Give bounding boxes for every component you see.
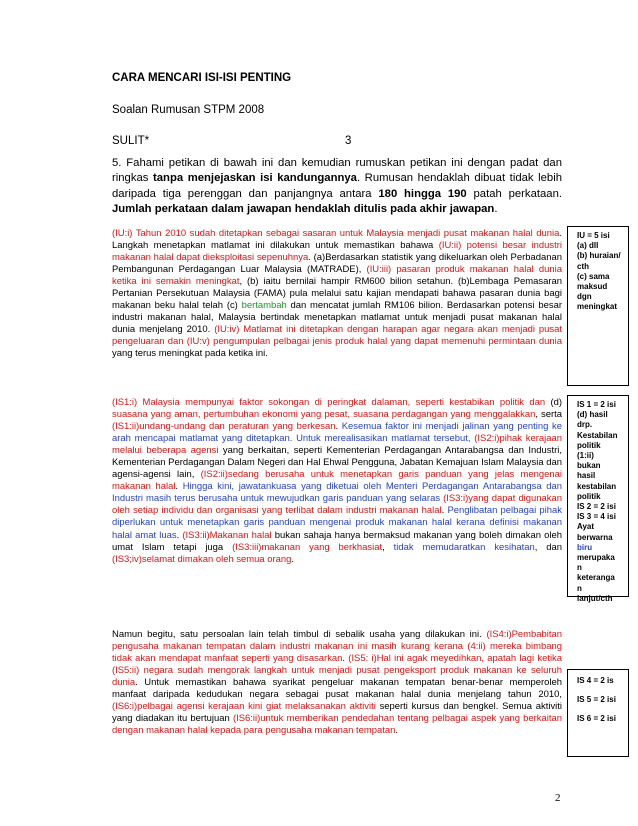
- text-segment: (IS3:ii)Makanan halal: [182, 529, 272, 541]
- annotation-box-is4-is6: [567, 669, 629, 757]
- text-segment: (IS3;iv)selamat dimakan oleh semua orang: [112, 553, 292, 565]
- annotation-line: meningkat: [577, 302, 618, 312]
- annotation-line: IS 1 = 2 isi: [577, 400, 616, 409]
- text-segment: (IS6:ii)untuk memberikan pendedahan tentang pelbagai aspek yang berkaitan dengan makanan halal kepada para pengusaha makanan tempatan: [112, 713, 562, 737]
- annotation-line: n: [577, 583, 582, 593]
- annotation-box-is1-is3: [567, 395, 629, 603]
- text-segment: , dan: [534, 541, 562, 553]
- annotation-line: bukan: [577, 461, 601, 471]
- annotation-line: IU = 5 isi: [577, 231, 610, 240]
- text-segment: (IU:iv) Matlamat ini ditetapkan dengan harapan agar negara akan menjadi pusat pengeluaran dan (IU:v) pengumpulan pelbagai jenis produk halal yang dapat memenuhi permintaan dunia: [112, 324, 562, 348]
- text-segment: bertambah: [241, 300, 287, 312]
- text-segment: Penglibatan pelbagai pihak diperlukan untuk menetapkan garis panduan mengenai produk makanan halal kerana definisi makanan halal amat luas: [112, 505, 562, 541]
- text-segment: (IS1:ii)undang-undang dan peraturan yang berkesan: [112, 421, 336, 433]
- text-segment: (IU:ii) potensi besar industri makanan halal dapat dieksploitasi sepenuhnya: [112, 240, 562, 264]
- text-segment: seperti kursus dan bengkel. Semua aktiviti yang diadakan itu bertujuan: [112, 701, 562, 725]
- annotation-line: politik: [577, 491, 601, 501]
- text-segment: dan mencatat jumlah RM106 bilion. Berdasarkan potensi besar industri makanan halal, Malaysia bertindak menetapkan matlamat untuk menjadi pusat makanan halal dunia menjelang 2010.: [112, 300, 562, 336]
- annotation-line: IS 2 = 2 isi: [577, 502, 616, 512]
- top-page-number: 3: [345, 135, 352, 147]
- annotation-line: (b) huraian/: [577, 251, 621, 261]
- annotation-box-iu: [567, 226, 629, 386]
- text-segment: (IS1:i) Malaysia mempunyai faktor sokongan di peringkat dalaman, seperti kestabikan politik dan: [112, 397, 546, 408]
- annotation-line: merupaka: [577, 553, 615, 563]
- passage-paragraph-2: [112, 397, 562, 566]
- text-segment: . Langkah menetapkan matlamat ini dilakukan untuk memastikan bahawa: [112, 228, 562, 252]
- annotation-line: keteranga: [577, 573, 615, 583]
- text-segment: .: [395, 725, 398, 737]
- annotation-line: politik: [577, 440, 601, 450]
- text-segment: (IU:i) Tahun 2010 sudah ditetapkan sebagai sasaran untuk Malaysia menjadi pusat makanan halal dunia: [112, 228, 560, 239]
- text-segment: Hingga kini, jawatankuasa yang diketuai oleh Menteri Perdagangan Antarabangsa dan Industri masih terus berusaha untuk mewujudkan garis panduan yang selaras: [112, 481, 562, 505]
- annotation-line: Kestabilan: [577, 430, 618, 440]
- text-segment: .: [291, 553, 295, 565]
- annotation-line: biru: [577, 542, 593, 552]
- text-segment: (IS6:i)pelbagai agensi kerajaan kini giat melaksanakan aktiviti: [112, 701, 376, 713]
- page-title: CARA MENCARI ISI-ISI PENTING: [112, 72, 292, 84]
- annotation-line: kestabilan: [577, 481, 617, 491]
- text-segment: , (b) iaitu bernilai hampir RM600 bilion setahun. (b)Lembaga Pemasaran Pertanian Persekutuan Malaysia (FAMA) pula melalui satu kajian mendapati bahawa pasaran dunia bagi makanan beku halal telah (c): [112, 276, 562, 312]
- annotation-line: IS 6 = 2 isi: [577, 714, 616, 724]
- annotation-line: Ayat: [577, 522, 595, 532]
- text-segment: (IS3:i)yang dapat digunakan oleh setiap individu dan organisasi yang terlibat dalam industri makanan halal: [112, 493, 562, 517]
- annotation-line: IS 3 = 4 isi: [577, 512, 616, 522]
- annotation-line: lanjut/cth: [577, 593, 613, 603]
- page-number: 2: [555, 792, 561, 804]
- q-text-7: .: [494, 203, 498, 216]
- text-segment: .: [176, 529, 183, 541]
- annotation-line: hasil: [577, 471, 596, 481]
- text-segment: (IS2:ii)sedang berusaha untuk menetapkan garis panduan yang jelas mengenai makanan halal: [112, 469, 562, 493]
- q-text-2: tanpa menjejaskan isi kandungannya: [153, 172, 357, 185]
- text-segment: .: [441, 505, 448, 517]
- annotation-line: (d) hasil: [577, 410, 608, 420]
- text-segment: (IS4:i)Pembabitan pengusaha makanan tempatan dalam industri makanan ini masih kurang kerana (4:ii) mereka bimbang tidak akan mendapat manfaat seperti yang disasarkan: [112, 629, 562, 665]
- text-segment: yang terus meningkat pada ketika ini.: [112, 348, 268, 360]
- annotation-line: (1:ii): [577, 451, 594, 461]
- subtitle: Soalan Rumusan STPM 2008: [112, 104, 265, 116]
- text-segment: .: [175, 481, 183, 493]
- annotation-line: dgn: [577, 292, 592, 302]
- q-text-3: . Rumusan hendaklah dibuat tidak lebih daripada tiga perenggan dan panjangnya antara: [112, 172, 562, 200]
- question-instruction: [112, 156, 562, 218]
- annotation-line: maksud: [577, 282, 608, 292]
- q-text-1: 5. Fahami petikan di bawah ini dan kemudian rumuskan petikan ini dengan padat dan ringkas: [112, 157, 562, 185]
- q-text-4: 180 hingga 190: [378, 187, 467, 200]
- annotation-line: IS 5 = 2 isi: [577, 695, 616, 705]
- text-segment: , serta: [535, 409, 562, 421]
- text-segment: bukan sahaja hanya bermaksud makanan yang boleh dimakan oleh umat Islam tetapi juga: [112, 529, 563, 553]
- text-segment: ,: [382, 541, 394, 553]
- annotation-line: drp.: [577, 420, 593, 430]
- text-segment: suasana yang aman, pertumbuhan ekonomi yang pesat, suasana perdagangan yang menggalakkan: [112, 409, 536, 421]
- text-segment: tidak memudaratkan kesihatan: [393, 541, 535, 553]
- text-segment: .: [342, 653, 349, 665]
- text-segment: (IS3:iii)makanan yang berkhasiat: [232, 541, 383, 553]
- annotation-line: IS 4 = 2 is: [577, 676, 614, 685]
- text-segment: . (a)Berdasarkan statistik yang dikeluarkan oleh Perbadanan Pembangunan Perdagangan Luar Malaysia (MATRADE),: [112, 252, 562, 276]
- text-segment: .: [335, 421, 342, 433]
- text-segment: (IU:iii) pasaran produk makanan halal dunia ketika ini semakin meningkat: [112, 264, 562, 288]
- text-segment: (IS5: i)Hal ini agak meyedihkan, apatah lagi ketika (IS5:ii) negara sudah mengorak langkah untuk menjadi pusat pengeksport produk makanan ke seluruh dunia: [112, 653, 563, 689]
- annotation-line: berwarna: [577, 532, 613, 542]
- annotation-line: (c) sama: [577, 271, 610, 281]
- annotation-line: (a) dll: [577, 241, 599, 251]
- q-text-5: patah perkataan.: [466, 187, 562, 200]
- annotation-line: n: [577, 563, 582, 573]
- passage-paragraph-1: [112, 228, 562, 361]
- text-segment: (IS2:i)pihak kerajaan melalui beberapa agensi: [112, 433, 562, 457]
- text-segment: Namun begitu, satu persoalan lain telah timbul di sebalik usaha yang dilakukan ini.: [112, 629, 487, 640]
- text-segment: . Untuk memastikan bahawa syarikat pengeluar makanan tempatan benar-benar memperoleh manfaat daripada kedudukan negara sebagai pusat makanan halal dunia menjelang tahun 2010,: [112, 677, 562, 701]
- sulit-label: SULIT*: [112, 135, 150, 147]
- q-text-6: Jumlah perkataan dalam jawapan hendaklah ditulis pada akhir jawapan: [112, 203, 495, 216]
- passage-paragraph-3: [112, 629, 562, 737]
- annotation-line: cth: [577, 261, 589, 271]
- text-segment: Kesemua faktor ini menjadi jalinan yang penting ke arah mencapai matlamat yang ditetapkan. Untuk merealisasikan matlamat tersebut,: [112, 421, 562, 445]
- text-segment: (d): [545, 397, 562, 408]
- text-segment: yang berkaitan, seperti Kementerian Perdagangan Antarabangsa dan Industri, Kementerian Perdagangan Dalam Negeri dan Hal Ehwal Pengguna, Jabatan Kemajuan Islam Malaysia dan agensi-agensi lain,: [112, 445, 562, 481]
